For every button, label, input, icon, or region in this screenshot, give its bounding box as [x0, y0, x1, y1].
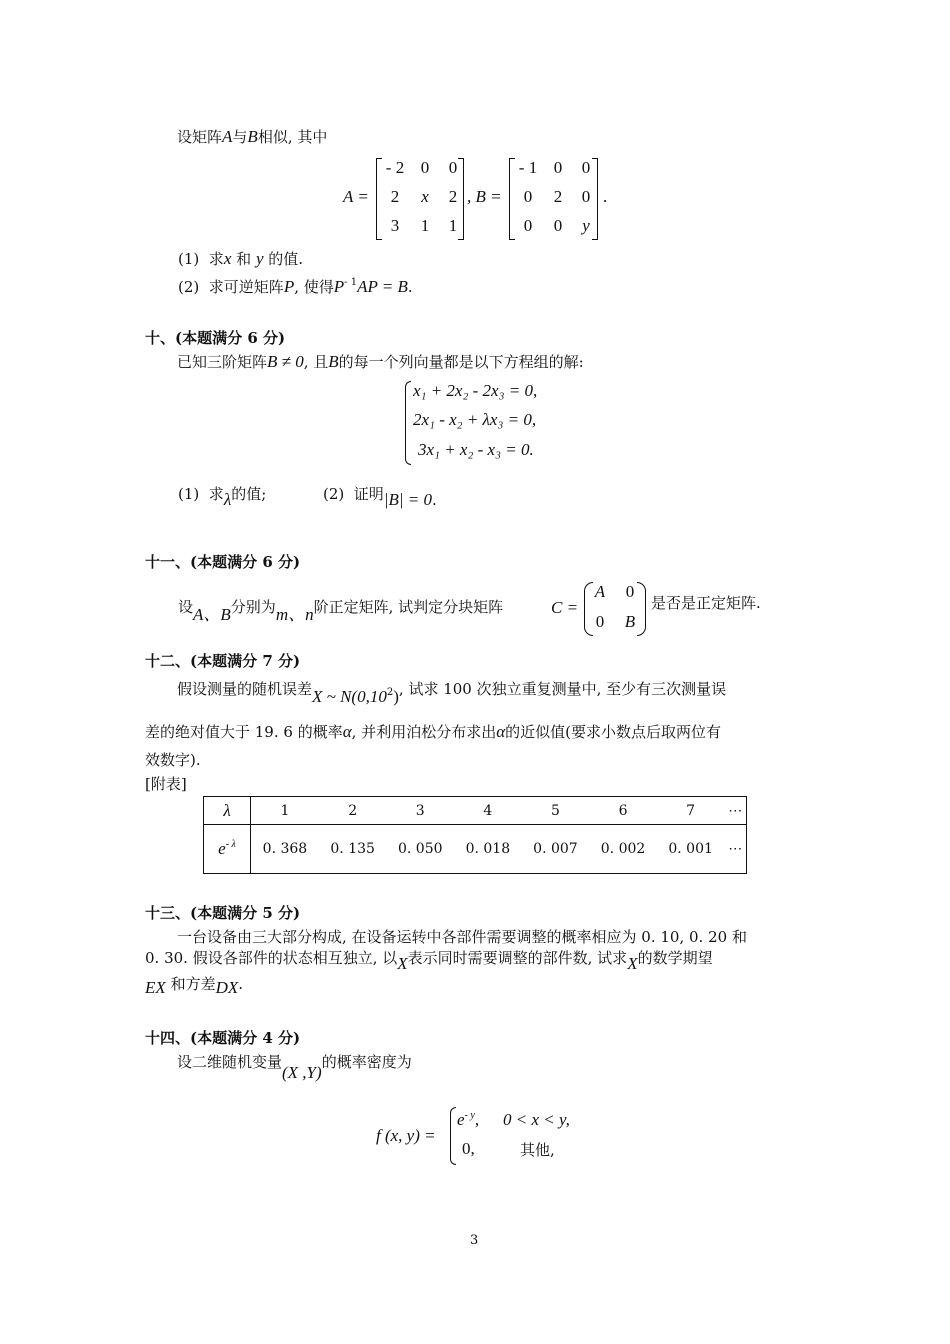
p12-dist: X ~ N(0,10	[312, 687, 387, 706]
p13-X-2: X	[627, 954, 638, 973]
matB-period: .	[603, 187, 608, 206]
poisson-table	[203, 796, 747, 874]
q1-and: 和	[236, 250, 252, 268]
page-number: 3	[470, 1233, 479, 1248]
p10-lambda: λ	[223, 490, 232, 509]
p14-case1-value: $e^{- y}$,	[457, 1110, 480, 1129]
p12-text-a: 假设测量的随机误差	[177, 680, 313, 698]
p10-cond: B ≠ 0	[267, 352, 304, 371]
p14-case1-cond: 0 < x < y,	[503, 1110, 570, 1129]
p10-sub1-text: 求	[208, 485, 224, 503]
table-cell: 0. 001	[657, 825, 725, 874]
matB-cell: y	[582, 216, 590, 235]
p14-statement	[177, 1051, 412, 1082]
p14-cases-brace	[450, 1107, 456, 1165]
p9-A: A	[222, 127, 233, 146]
table-cell: 0. 368	[251, 825, 319, 874]
p12-line1	[177, 678, 727, 706]
matB-cell: 0	[581, 187, 591, 206]
matA-cell: 1	[420, 216, 430, 235]
p13-line3	[145, 973, 244, 997]
q2-mid: , 使得	[294, 278, 334, 296]
p12-line2-b: , 并利用泊松分布求出	[351, 723, 497, 741]
q2-P: P	[283, 277, 295, 296]
p13-line1: 一台设备由三大部分构成, 在设备运转中各部件需要调整的概率相应为 0. 10, 0. 20 和	[177, 928, 747, 946]
p11-heading: 十一、(本题满分 6 分)	[145, 553, 301, 571]
p9-question-2	[178, 276, 413, 297]
matB-cell: 0	[553, 216, 563, 235]
table-cell: ⋯	[724, 825, 746, 874]
table-cell: 5	[522, 797, 590, 825]
p12-text-b: , 试求 100 次独立重复测量中, 至少有三次测量误	[398, 680, 727, 698]
p9-B: B	[247, 127, 258, 146]
p9-with: 与	[232, 128, 248, 146]
table-cell: 0. 018	[454, 825, 522, 874]
p10-sub2-text: 证明	[353, 485, 384, 503]
table-cell: 1	[251, 797, 319, 825]
p11-text-a: 设	[178, 598, 194, 616]
p12-line2	[145, 721, 721, 742]
matA-cell: 0	[420, 158, 430, 177]
p14-text-b: 的概率密度为	[321, 1053, 412, 1071]
p10-text-b: , 且	[303, 353, 329, 371]
p12-dist-end: )	[393, 687, 399, 706]
matA-label: A =	[343, 187, 369, 206]
q2-eq-sup: - 1	[344, 277, 358, 288]
p11-right-paren	[637, 582, 646, 636]
p11-mat-cell: A	[594, 582, 606, 601]
p12-dist-sup: 2	[386, 687, 394, 698]
p13-line2	[145, 947, 713, 973]
p10-text-c: 的每一个列向量都是以下方程组的解:	[338, 353, 584, 371]
p12-line2-c: 的近似值(要求小数点后取两位有	[505, 723, 721, 741]
q2-eq-rest: AP = B	[357, 277, 408, 296]
p10-sub2	[323, 483, 437, 509]
table-cell: 0. 050	[386, 825, 454, 874]
table-cell: 7	[657, 797, 725, 825]
matB-cell: - 1	[518, 158, 538, 177]
p13-line2-a: 0. 30. 假设各部件的状态相互独立, 以	[145, 949, 398, 967]
table-header-exp	[204, 825, 251, 874]
p9-question-1	[178, 248, 303, 269]
matA-cell: - 2	[385, 158, 405, 177]
p10-eq1: x₁ + 2x₂ - 2x₃ = 0,	[413, 381, 538, 400]
q2-number: (2)	[178, 278, 200, 296]
matB-cell: 0	[523, 216, 533, 235]
p10-sub1	[178, 483, 267, 509]
p14-case1-sup: - y	[464, 1110, 475, 1121]
p11-mat-cell: 0	[595, 612, 605, 631]
q2-text: 求可逆矩阵	[208, 278, 284, 296]
table-cell: 6	[589, 797, 657, 825]
p10-B: B	[328, 352, 339, 371]
table-cell: 0. 135	[319, 825, 387, 874]
matA-cell: 2	[390, 187, 400, 206]
matB-label: , B =	[467, 187, 502, 206]
q1-end: 的值.	[268, 250, 304, 268]
p13-X: X	[397, 954, 408, 973]
table-cell: 0. 007	[522, 825, 590, 874]
p10-eq3: 3x₁ + x₂ - x₃ = 0.	[418, 440, 534, 459]
q1-text: 求	[208, 250, 224, 268]
p11-AB: A、B	[193, 605, 231, 624]
p13-DX: DX	[215, 978, 239, 997]
p9-similar: 相似, 其中	[257, 128, 328, 146]
table-cell: 0. 002	[589, 825, 657, 874]
q1-y: y	[255, 249, 264, 268]
p10-text-a: 已知三阶矩阵	[177, 353, 268, 371]
p11-statement	[178, 592, 504, 624]
p10-eq2: 2x₁ - x₂ + λx₃ = 0,	[413, 410, 537, 429]
matA-right-bracket	[458, 158, 464, 240]
p9-intro: 设矩阵	[177, 128, 223, 146]
matA-cell: 0	[448, 158, 458, 177]
p13-line2-c: 的数学期望	[637, 949, 713, 967]
p11-mat-cell: 0	[625, 582, 635, 601]
table-row	[204, 825, 747, 874]
matA-cell: 2	[448, 187, 458, 206]
p11-text-d: 是否是正定矩阵.	[651, 594, 761, 612]
table-cell: 4	[454, 797, 522, 825]
table-cell: ⋯	[724, 797, 746, 825]
p14-case2-cond: 其他,	[520, 1141, 555, 1159]
p10-statement	[177, 351, 584, 372]
p10-sub2-math: |B| = 0	[383, 490, 433, 509]
p12-heading: 十二、(本题满分 7 分)	[145, 652, 301, 670]
p10-heading: 十、(本题满分 6 分)	[145, 329, 286, 347]
p12-alpha-2: α	[496, 722, 506, 741]
p10-sub1-end: 的值;	[231, 485, 267, 503]
p12-line2-a: 差的绝对值大于 19. 6 的概率	[145, 723, 343, 741]
q2-end: .	[407, 278, 413, 296]
matA-cell: 3	[390, 216, 400, 235]
matB-cell: 0	[581, 158, 591, 177]
matB-right-bracket	[592, 158, 598, 240]
table-header-lambda: λ	[204, 797, 251, 825]
table-cell: 2	[319, 797, 387, 825]
table-cell: 3	[386, 797, 454, 825]
q2-eq-P: P	[333, 277, 345, 296]
p14-heading: 十四、(本题满分 4 分)	[145, 1029, 301, 1047]
p14-case1-e: e	[457, 1110, 465, 1129]
p13-EX: EX	[145, 978, 166, 997]
p12-line3: 效数字).	[145, 751, 201, 769]
p11-mat-cell: B	[624, 612, 636, 631]
p10-system-brace	[405, 381, 411, 465]
matB-cell: 0	[523, 187, 533, 206]
p13-line2-b: 表示同时需要调整的部件数, 试求	[407, 949, 628, 967]
p11-text-c: 阶正定矩阵, 试判定分块矩阵	[313, 598, 504, 616]
p14-case2-value: 0,	[462, 1139, 475, 1158]
p14-f: f (x, y) =	[376, 1126, 436, 1145]
p13-heading: 十三、(本题满分 5 分)	[145, 904, 301, 922]
matrix-A-equation	[0, 0, 950, 250]
p13-line3-end: .	[238, 975, 244, 993]
table-row	[204, 797, 747, 825]
p10-sub2-end: .	[432, 491, 437, 509]
p10-sub1-num: (1)	[178, 485, 200, 503]
matB-cell: 0	[553, 158, 563, 177]
p11-mn: m、n	[275, 605, 314, 624]
p10-sub2-num: (2)	[323, 485, 345, 503]
p14-XY: (X ,Y)	[282, 1063, 322, 1082]
matA-cell: x	[421, 187, 429, 206]
q1-number: (1)	[178, 250, 200, 268]
p14-text-a: 设二维随机变量	[177, 1053, 283, 1071]
p12-alpha: α	[342, 722, 352, 741]
p11-text-b: 分别为	[230, 598, 276, 616]
matB-cell: 2	[553, 187, 563, 206]
exp-base: e	[218, 839, 226, 858]
exp-sup: - λ	[225, 839, 236, 850]
p11-C: C =	[551, 598, 579, 617]
matA-cell: 1	[448, 216, 458, 235]
q1-x: x	[223, 249, 232, 268]
p13-line3-a: 和方差	[170, 975, 216, 993]
p12-table-label: [附表]	[145, 775, 187, 793]
